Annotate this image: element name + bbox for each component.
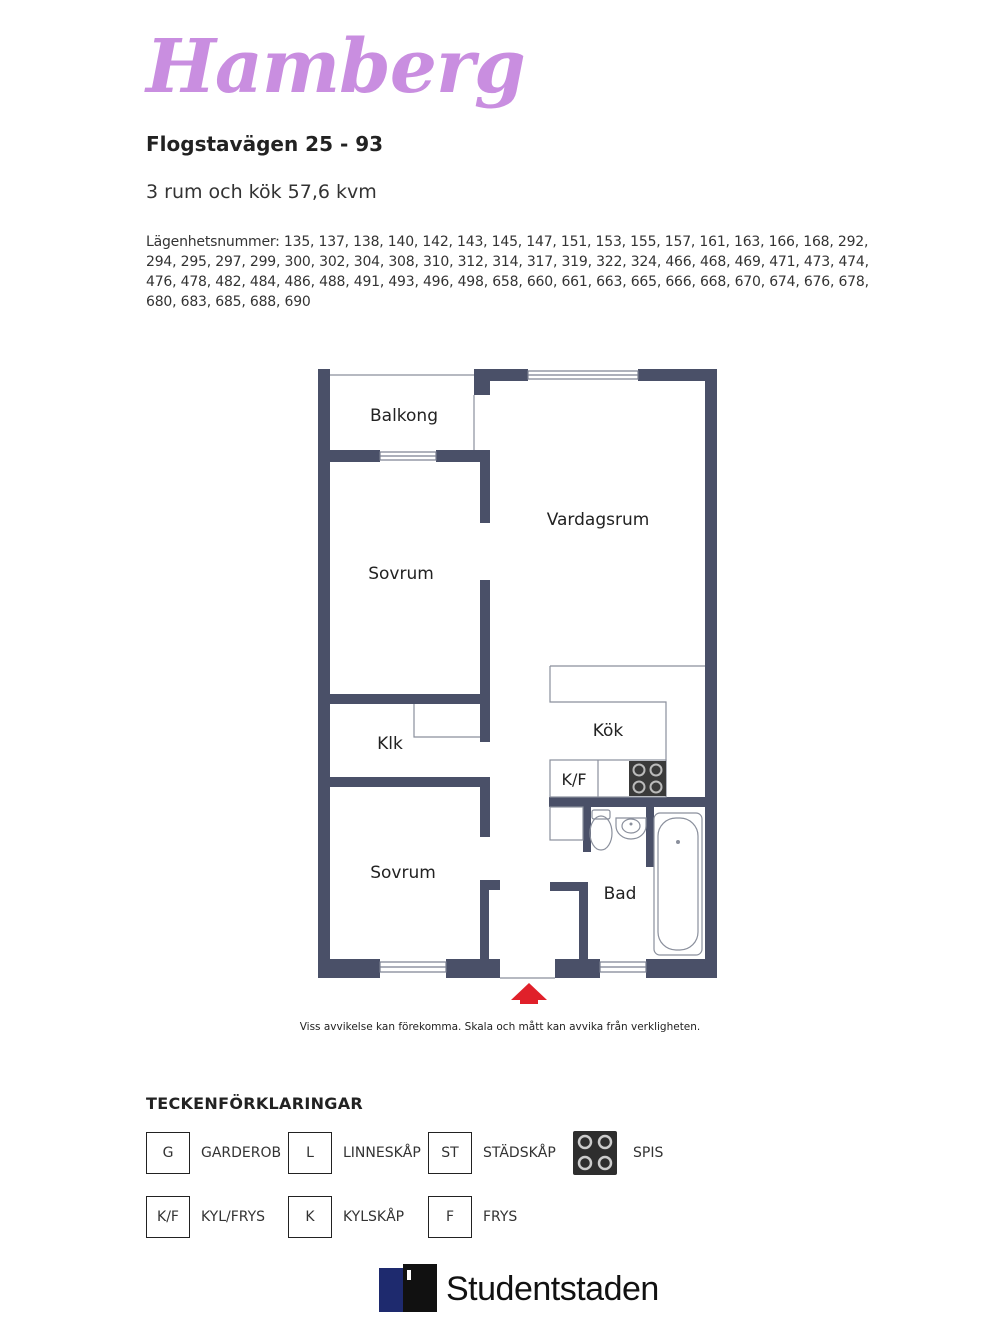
legend-code-box: ST bbox=[428, 1132, 472, 1174]
stove-icon bbox=[573, 1131, 617, 1175]
room-label-sovrum-top: Sovrum bbox=[368, 564, 434, 584]
legend-label: LINNESKÅP bbox=[343, 1145, 421, 1161]
logo-text: Studentstaden bbox=[446, 1269, 659, 1308]
room-label-sovrum-bottom: Sovrum bbox=[370, 863, 436, 883]
studentstaden-logo-mark-icon bbox=[379, 1264, 439, 1314]
entrance-arrow-icon bbox=[511, 983, 547, 1004]
room-label-bad: Bad bbox=[603, 884, 637, 904]
legend-label: FRYS bbox=[483, 1209, 518, 1225]
brand-title: Hamberg bbox=[146, 24, 525, 110]
legend-label: KYL/FRYS bbox=[201, 1209, 266, 1225]
legend-item-spis bbox=[573, 1131, 663, 1175]
legend-item-kylfrys bbox=[146, 1196, 265, 1238]
kitchen-stove-icon bbox=[629, 761, 666, 796]
address-heading: Flogstavägen 25 - 93 bbox=[146, 132, 384, 156]
legend-code-box: F bbox=[428, 1196, 472, 1238]
legend-item-garderob bbox=[146, 1132, 281, 1174]
legend-code-box: G bbox=[146, 1132, 190, 1174]
legend-heading: TECKENFÖRKLARINGAR bbox=[146, 1094, 364, 1113]
legend-code-box: K bbox=[288, 1196, 332, 1238]
legend-label: STÄDSKÅP bbox=[483, 1145, 556, 1161]
disclaimer: Viss avvikelse kan förekomma. Skala och mått kan avvika från verkligheten. bbox=[299, 1021, 701, 1033]
legend-item-kylskap bbox=[288, 1196, 404, 1238]
legend-code-box: K/F bbox=[146, 1196, 190, 1238]
legend-label: GARDEROB bbox=[201, 1145, 282, 1161]
legend-label: SPIS bbox=[633, 1145, 664, 1161]
room-label-balkong: Balkong bbox=[369, 406, 439, 426]
legend-label: KYLSKÅP bbox=[343, 1209, 405, 1225]
legend-item-frys bbox=[428, 1196, 517, 1238]
apartment-numbers: Lägenhetsnummer: 135, 137, 138, 140, 142, 143, 145, 147, 151, 153, 155, 157, 161, 163, 166, 168, 292, 294, 295, 297, 299, 300, 302, 304, 308, 310, 312, 314, 317, 319, 322, 324, 466, 468, 469, 471, 473, 474, 476, 478, 482, 484, 486, 488, 491, 493, 496, 498, 658, 660, 661, 663, 665, 666, 668, 670, 674, 676, 678, 680, 683, 685, 688, 690 bbox=[146, 234, 869, 310]
room-label-klk: Klk bbox=[377, 734, 403, 754]
plan-fixtures bbox=[330, 375, 705, 978]
studentstaden-logo bbox=[379, 1264, 659, 1314]
legend-item-stadskap bbox=[428, 1132, 556, 1174]
room-label-kok: Kök bbox=[592, 721, 624, 741]
apartment-summary: 3 rum och kök 57,6 kvm bbox=[146, 181, 377, 203]
room-label-vardagsrum: Vardagsrum bbox=[546, 510, 650, 530]
legend-code-box: L bbox=[288, 1132, 332, 1174]
room-label-kf: K/F bbox=[561, 770, 587, 789]
legend-item-linneskap bbox=[288, 1132, 421, 1174]
plan-walls bbox=[318, 369, 717, 978]
